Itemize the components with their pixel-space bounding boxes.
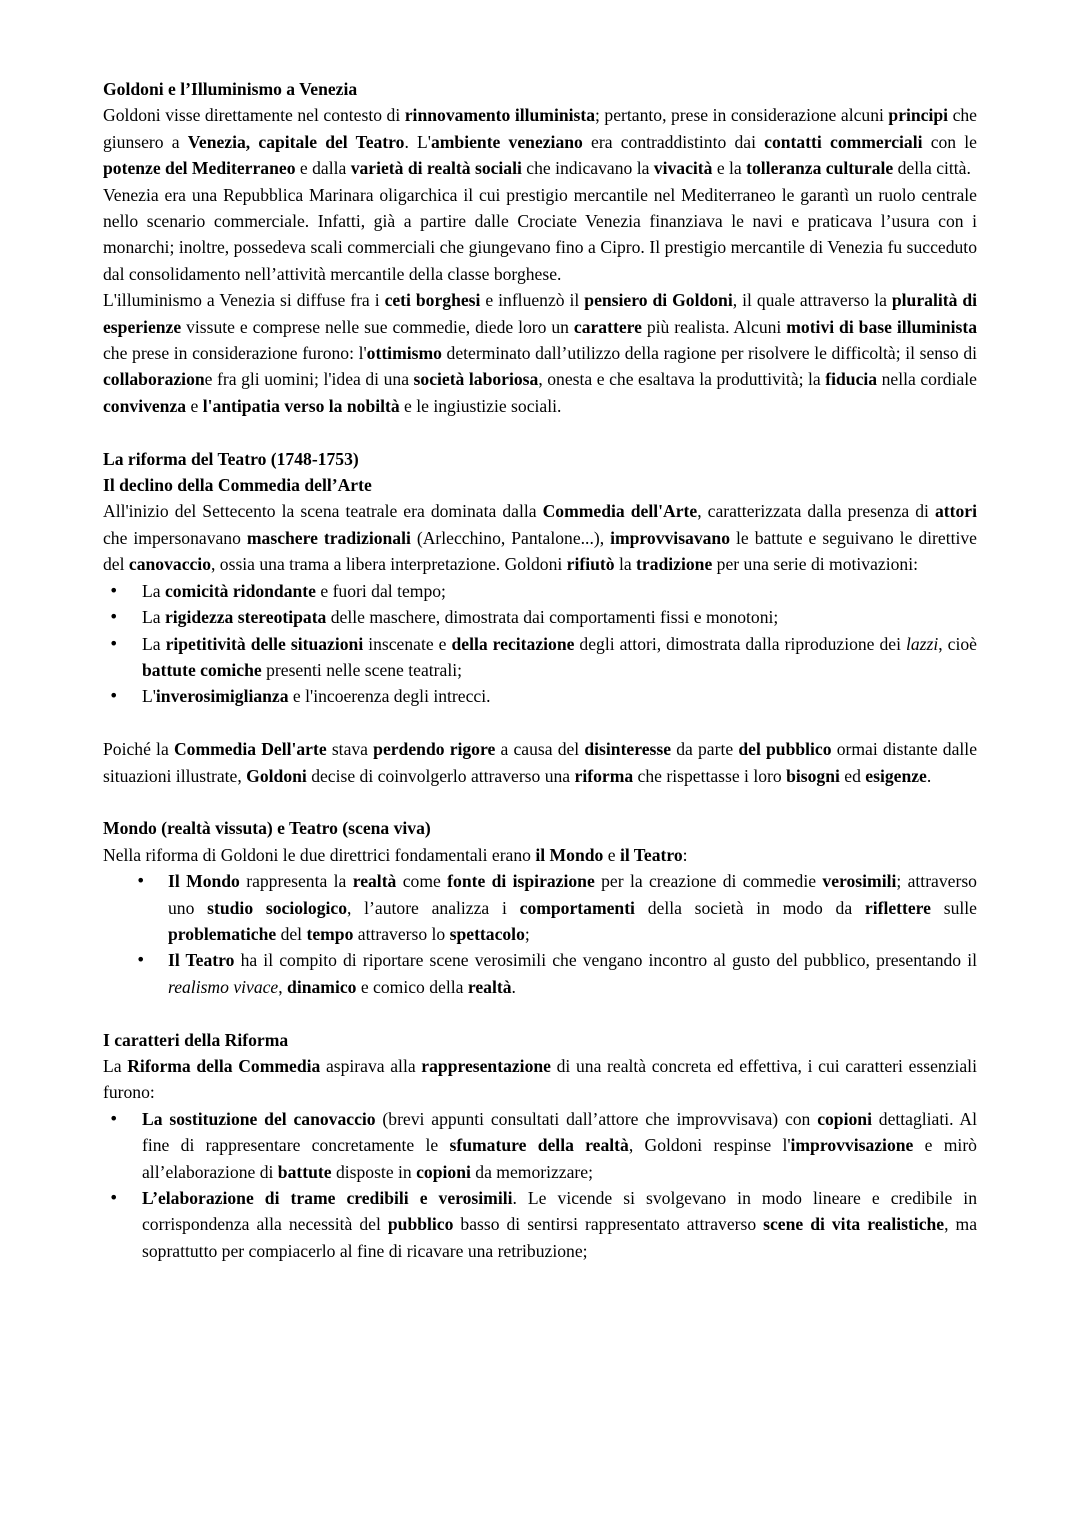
- paragraph: Goldoni visse direttamente nel contesto di rinnovamento illuminista; pertanto, prese in considerazione alcuni principi che giunsero a Venezia, capitale del Teatro. L'ambiente veneziano era contraddistinto dai contatti commerciali con le potenze del Mediterraneo e dalla varietà di realtà sociali che indicavano la vivacità e la tolleranza culturale della città.: [103, 105, 977, 179]
- italic-text: lazzi: [906, 633, 939, 654]
- paragraph: Venezia era una Repubblica Marinara oligarchica il cui prestigio mercantile nel Mediterraneo le garantì un ruolo centrale nello scenario commerciale. Infatti, già a partire dalle Crociate Venezia finanziava le navi e praticava l’usura con i monarchi; inoltre, possedeva scali commerciali che giungevano fino a Cipro. Il prestigio mercantile di Venezia fu succeduto dal consolidamento nell’attività mercantile della classe borghese.: [103, 184, 977, 284]
- bold-text: Il Teatro: [168, 950, 235, 971]
- bold-text: rappresentazione: [421, 1055, 551, 1076]
- bold-text: ottimismo: [366, 343, 442, 364]
- bold-text: rigidezza stereotipata: [164, 607, 327, 628]
- bold-text: Venezia, capitale del Teatro: [187, 131, 405, 152]
- bold-text: potenze del Mediterraneo: [103, 158, 296, 179]
- bold-text: ripetitività delle situazioni: [165, 633, 364, 654]
- bold-text: La sostituzione del canovaccio: [142, 1108, 376, 1129]
- list-item: • L’elaborazione di trame credibili e verosimili. Le vicende si svolgevano in modo lineare e credibile in corrispondenza alla necessità del pubblico basso di sentirsi rappresentato attraverso scene di vita realistiche, ma soprattutto per compiacerlo al fine di ricavare una retribuzione;: [103, 1185, 977, 1264]
- bold-text: del pubblico: [738, 739, 832, 760]
- document-page: [103, 76, 977, 1264]
- list-item: • La sostituzione del canovaccio (brevi appunti consultati dall’attore che improvvisava) con copioni dettagliati. Al fine di rappresentare concretamente le sfumature della realtà, Goldoni respinse l'improvvisazione e mirò all’elaborazione di battute disposte in copioni da memorizzare;: [103, 1106, 977, 1185]
- italic-text: realismo vivace: [168, 976, 279, 997]
- bold-text: fiducia: [825, 369, 878, 390]
- spacer: [103, 789, 977, 815]
- bold-text: riforma: [574, 765, 634, 786]
- bold-text: tradizione: [636, 554, 713, 575]
- bold-text: pubblico: [387, 1214, 454, 1235]
- bold-text: pensiero di Goldoni: [584, 290, 733, 311]
- bold-text: fonte di ispirazione: [447, 871, 595, 892]
- section-subtitle: Il declino della Commedia dell’Arte: [103, 475, 372, 496]
- bold-text: Commedia dell'Arte: [542, 501, 698, 522]
- bold-text: tempo: [306, 923, 354, 944]
- bold-text: dinamico: [287, 976, 357, 997]
- bold-text: il Teatro: [619, 844, 683, 865]
- bold-text: collaborazion: [103, 369, 205, 390]
- bold-text: varietà di realtà sociali: [350, 158, 522, 179]
- list-item: • L'inverosimiglianza e l'incoerenza degli intrecci.: [103, 683, 977, 709]
- bold-text: battute: [277, 1161, 332, 1182]
- bold-text: copioni: [817, 1108, 872, 1129]
- bold-text: attori: [934, 501, 977, 522]
- bold-text: comicità ridondante: [164, 580, 316, 601]
- bold-text: Commedia Dell'arte: [173, 739, 327, 760]
- bold-text: problematiche: [168, 923, 277, 944]
- bold-text: Il Mondo: [168, 871, 240, 892]
- list-item: • Il Mondo rappresenta la realtà come fonte di ispirazione per la creazione di commedie verosimili; attraverso uno studio sociologico, l’autore analizza i comportamenti della società in modo da riflettere sulle problematiche del tempo attraverso lo spettacolo;: [103, 868, 977, 947]
- paragraph: La Riforma della Commedia aspirava alla rappresentazione di una realtà concreta ed effettiva, i cui caratteri essenziali furono:: [103, 1055, 977, 1103]
- bold-text: realtà: [467, 976, 512, 997]
- bold-text: principi: [888, 105, 949, 126]
- bold-text: rifiutò: [566, 554, 615, 575]
- bold-text: esigenze: [865, 765, 927, 786]
- section-title: La riforma del Teatro (1748-1753): [103, 448, 359, 469]
- bold-text: il Mondo: [535, 844, 604, 865]
- paragraph: All'inizio del Settecento la scena teatrale era dominata dalla Commedia dell'Arte, caratterizzata dalla presenza di attori che impersonavano maschere tradizionali (Arlecchino, Pantalone...), improvvisavano le battute e seguivano le direttive del canovaccio, ossia una trama a libera interpretazione. Goldoni rifiutò la tradizione per una serie di motivazioni:: [103, 501, 977, 575]
- section-title: Mondo (realtà vissuta) e Teatro (scena viva): [103, 818, 431, 839]
- paragraph: L'illuminismo a Venezia si diffuse fra i ceti borghesi e influenzò il pensiero di Goldoni, il quale attraverso la pluralità di esperienze vissute e comprese nelle sue commedie, diede loro un carattere più realista. Alcuni motivi di base illuminista che prese in considerazione furono: l'ottimismo determinato dall’utilizzo della ragione per risolvere le difficoltà; il senso di collaborazione fra gli uomini; l'idea di una società laboriosa, onesta e che esaltava la produttività; la fiducia nella cordiale convivenza e l'antipatia verso la nobiltà e le ingiustizie sociali.: [103, 290, 978, 416]
- section-title: I caratteri della Riforma: [103, 1029, 289, 1050]
- paragraph: Nella riforma di Goldoni le due direttrici fondamentali erano il Mondo e il Teatro:: [103, 844, 688, 865]
- bold-text: improvvisazione: [790, 1135, 914, 1156]
- spacer: [103, 1000, 977, 1026]
- bold-text: società laboriosa: [413, 369, 539, 390]
- bold-text: l'antipatia verso la nobiltà: [202, 395, 400, 416]
- paragraph: Poiché la Commedia Dell'arte stava perdendo rigore a causa del disinteresse da parte del pubblico ormai distante dalle situazioni illustrate, Goldoni decise di coinvolgerlo attraverso una riforma che rispettasse i loro bisogni ed esigenze.: [103, 739, 978, 786]
- bold-text: della recitazione: [451, 633, 575, 654]
- bold-text: maschere tradizionali: [246, 527, 411, 548]
- bold-text: canovaccio: [128, 554, 211, 575]
- bold-text: rinnovamento illuminista: [404, 105, 596, 126]
- bold-text: comportamenti: [519, 897, 635, 918]
- bold-text: disinteresse: [584, 739, 672, 760]
- bold-text: contatti commerciali: [764, 131, 923, 152]
- bold-text: riflettere: [864, 897, 931, 918]
- list-item: • La ripetitività delle situazioni inscenate e della recitazione degli attori, dimostrata dalla riproduzione dei lazzi, cioè battute comiche presenti nelle scene teatrali;: [103, 631, 977, 684]
- bullet-list: [103, 868, 977, 1000]
- bullet-list: [103, 578, 977, 710]
- bold-text: tolleranza culturale: [746, 158, 894, 179]
- bold-text: bisogni: [786, 765, 840, 786]
- bold-text: Goldoni: [246, 765, 307, 786]
- bold-text: perdendo rigore: [373, 739, 496, 760]
- list-item: • La comicità ridondante e fuori dal tempo;: [103, 578, 977, 604]
- bold-text: pluralità di esperienze: [103, 290, 978, 337]
- list-item: • La rigidezza stereotipata delle maschere, dimostrata dai comportamenti fissi e monotoni;: [103, 604, 977, 630]
- bold-text: carattere: [573, 316, 642, 337]
- bullet-list: [103, 1106, 977, 1264]
- bold-text: realtà: [352, 871, 397, 892]
- spacer: [103, 710, 977, 736]
- bold-text: Riforma della Commedia: [127, 1055, 321, 1076]
- bold-text: studio sociologico: [207, 897, 347, 918]
- bold-text: L’elaborazione di trame credibili e verosimili: [142, 1188, 513, 1208]
- bold-text: improvvisavano: [610, 527, 731, 548]
- bold-text: sfumature della realtà: [449, 1135, 629, 1156]
- bold-text: copioni: [416, 1161, 471, 1182]
- bold-text: motivi di base illuminista: [786, 316, 977, 337]
- bold-text: convivenza: [103, 395, 187, 416]
- bold-text: spettacolo: [449, 923, 525, 944]
- bold-text: scene di vita realistiche: [763, 1214, 945, 1235]
- spacer: [103, 419, 977, 445]
- bold-text: battute comiche: [142, 659, 262, 680]
- list-item: • Il Teatro ha il compito di riportare scene verosimili che vengano incontro al gusto del pubblico, presentando il realismo vivace, dinamico e comico della realtà.: [103, 947, 977, 1000]
- bold-text: verosimili: [822, 871, 897, 892]
- bold-text: vivacità: [653, 158, 713, 179]
- section-title: Goldoni e l’Illuminismo a Venezia: [103, 79, 358, 99]
- bold-text: inverosimiglianza: [155, 686, 289, 707]
- bold-text: ceti borghesi: [384, 290, 481, 311]
- bold-text: ambiente veneziano: [430, 131, 583, 152]
